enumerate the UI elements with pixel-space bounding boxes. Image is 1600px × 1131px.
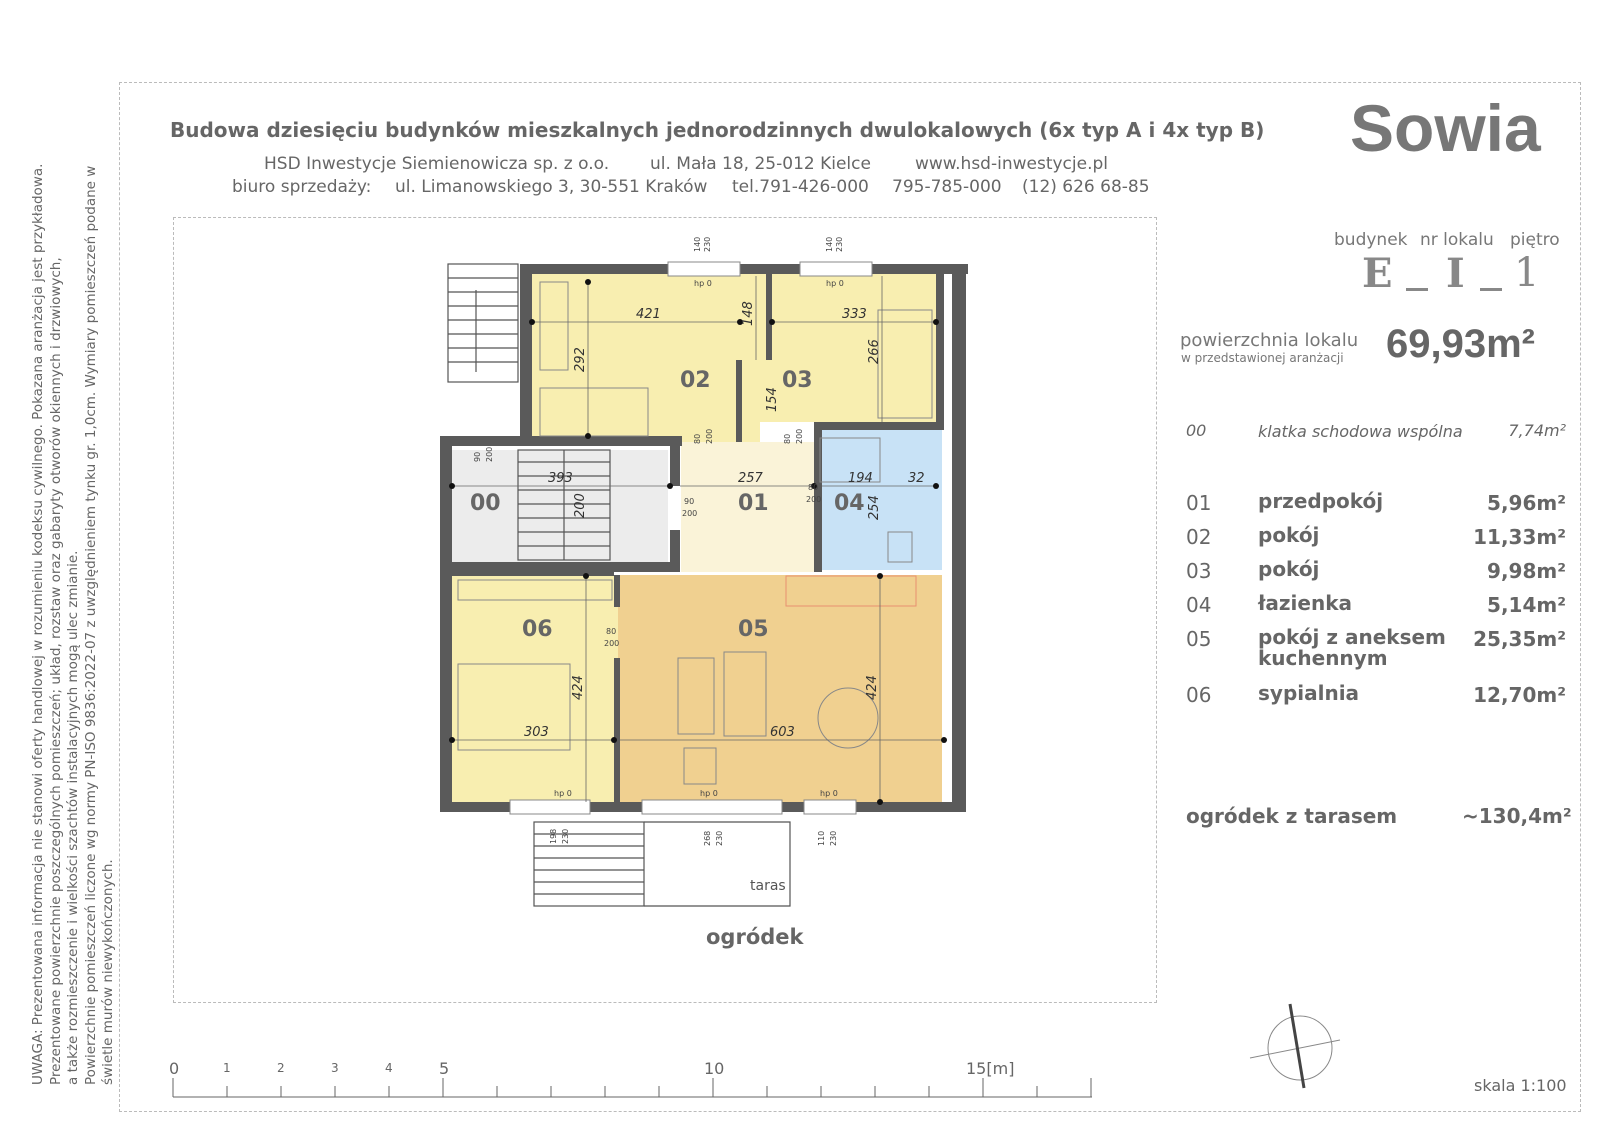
- scale-tick: 10: [704, 1059, 725, 1078]
- wall: [440, 436, 452, 812]
- room-area: 11,33m²: [1473, 525, 1566, 549]
- dim-label: 148: [741, 301, 756, 326]
- dim-label: 254: [867, 495, 882, 520]
- note-line: UWAGA: Prezentowana informacja nie stanowi oferty handlowej w rozumieniu kodeksu cywilnego. Pokazana aranżacja jest przykładowa.: [30, 163, 46, 1085]
- room-06-area: [450, 575, 618, 803]
- dim-label: 424: [571, 675, 586, 700]
- phone-1: tel.791-426-000: [732, 177, 869, 197]
- scale-tick: 3: [331, 1061, 339, 1075]
- window: [804, 800, 856, 814]
- room-area: 7,74m²: [1508, 421, 1566, 440]
- wall: [614, 575, 620, 607]
- room-number: 02: [1186, 525, 1212, 549]
- opening-dim: 230: [715, 830, 724, 846]
- opening-dim: 80: [783, 433, 792, 444]
- room-label: 01: [738, 491, 769, 516]
- wall: [814, 422, 944, 430]
- room-area: 12,70m²: [1473, 683, 1566, 707]
- opening-dim: 230: [829, 830, 838, 846]
- room-area: 9,98m²: [1487, 559, 1566, 583]
- room-name: pokój: [1258, 557, 1320, 581]
- opening-dim: 110: [817, 830, 826, 846]
- room-area: 25,35m²: [1473, 627, 1566, 651]
- office-address: ul. Limanowskiego 3, 30-551 Kraków: [395, 177, 708, 197]
- garden-label: ogródek z tarasem: [1186, 804, 1398, 828]
- room-label: 05: [738, 617, 769, 642]
- opening-dim: 200: [604, 639, 620, 648]
- project-title: Budowa dziesięciu budynków mieszkalnych jednorodzinnych dwulokalowych (6x typ A i 4x typ B): [170, 118, 1265, 142]
- room-number: 06: [1186, 683, 1212, 707]
- wall: [590, 802, 642, 812]
- dim-label: 266: [867, 339, 882, 364]
- dim-label: 194: [848, 471, 873, 486]
- scale-tick: 1: [223, 1061, 231, 1075]
- opening-dim: 80: [606, 627, 617, 636]
- wall: [452, 562, 680, 572]
- terrace-label: taras: [750, 878, 786, 894]
- scale-tick: 5: [439, 1059, 450, 1078]
- unit-number-value: I: [1446, 250, 1465, 297]
- opening-dim: 200: [485, 446, 494, 462]
- room-03-area: [760, 272, 940, 422]
- wall: [520, 264, 532, 436]
- external-stairs: [448, 264, 518, 382]
- dim-label: 393: [548, 471, 573, 486]
- hp-label: hp 0: [826, 279, 844, 288]
- dim-label: 200: [573, 493, 588, 518]
- opening-dim: 268: [703, 830, 712, 846]
- north-arrow-icon: [1250, 1004, 1340, 1088]
- wall: [440, 802, 510, 812]
- room-02-area: [532, 272, 760, 442]
- room-number: 00: [1186, 421, 1207, 440]
- unit-area-sublabel: w przedstawionej aranżacji: [1181, 351, 1344, 365]
- room-area: 5,96m²: [1487, 491, 1566, 515]
- window: [510, 800, 590, 814]
- opening-dim: 230: [703, 236, 712, 252]
- opening-dim: 200: [806, 495, 822, 504]
- dim-label: 603: [770, 725, 795, 740]
- dim-label: 421: [636, 307, 661, 322]
- opening-dim: 200: [682, 509, 698, 518]
- website-link[interactable]: www.hsd-inwestycje.pl: [915, 154, 1109, 174]
- room-area: 5,14m²: [1487, 593, 1566, 617]
- wall: [452, 572, 614, 576]
- room-label: 00: [470, 491, 501, 516]
- window: [800, 262, 872, 276]
- floor-value: 1: [1514, 250, 1540, 296]
- scale-tick: 0: [169, 1059, 180, 1078]
- wall: [952, 264, 966, 812]
- opening-dim: 140: [693, 236, 702, 252]
- note-line: Prezentowane powierzchnie poszczególnych pomieszczeń; układ, rozstaw oraz gabaryty otworów okiennych i drzwiowych,: [47, 257, 64, 1085]
- garden-area: ~130,4m²: [1462, 804, 1572, 828]
- hp-label: hp 0: [820, 789, 838, 798]
- room-label: 03: [782, 368, 813, 393]
- wall: [520, 264, 968, 274]
- room-number: 01: [1186, 491, 1212, 515]
- hp-label: hp 0: [554, 789, 572, 798]
- note-line: a także rozmieszczenie i wielkości szachtów instalacyjnych mogą ulec zmianie.: [65, 550, 81, 1085]
- hp-label: hp 0: [700, 789, 718, 798]
- opening-dim: 230: [561, 828, 570, 844]
- room-name: pokój z aneksem kuchennym: [1258, 625, 1446, 670]
- building-value: E: [1362, 250, 1393, 297]
- wall: [936, 274, 944, 424]
- brand-logo: Sowia: [1350, 91, 1541, 165]
- unit-number-label: nr lokalu: [1420, 230, 1494, 250]
- opening-dim: 80: [693, 433, 702, 444]
- wall: [856, 802, 966, 812]
- unit-area-label: powierzchnia lokalu: [1180, 330, 1359, 351]
- room-name: pokój: [1258, 523, 1320, 547]
- room-05-area: [618, 575, 942, 803]
- scale-ticks: [169, 1059, 1014, 1078]
- note-line: Powierzchnie pomieszczeń liczone wg normy PN-ISO 9836:2022-07 z uwzględnieniem tynku gr. 1,0cm. Wymiary pomieszczeń podane w: [82, 165, 99, 1085]
- opening-dim: 90: [684, 497, 695, 506]
- dim-label: 424: [865, 675, 880, 700]
- note-line: świetle murów niewykończonych.: [100, 859, 116, 1085]
- phone-2: 795-785-000: [892, 177, 1002, 197]
- phone-3: (12) 626 68-85: [1022, 177, 1150, 197]
- room-number: 04: [1186, 593, 1212, 617]
- floor-label: piętro: [1510, 230, 1560, 250]
- opening-dim: 200: [705, 428, 714, 444]
- opening-dim: 230: [835, 236, 844, 252]
- wall: [512, 436, 682, 446]
- garden-plan-label: ogródek: [706, 925, 804, 949]
- scale-label: skala 1:100: [1474, 1076, 1567, 1095]
- dim-label: 303: [524, 725, 549, 740]
- wall: [670, 436, 680, 486]
- opening-dim: 90: [473, 451, 482, 462]
- opening-dim: 140: [825, 236, 834, 252]
- scale-tick: 2: [277, 1061, 285, 1075]
- company-name: HSD Inwestycje Siemienowicza sp. z o.o.: [264, 154, 610, 174]
- wall: [766, 274, 772, 360]
- opening-dim: 198: [549, 828, 558, 844]
- scale-tick: 4: [385, 1061, 393, 1075]
- opening-dim: 200: [795, 428, 804, 444]
- room-name: klatka schodowa wspólna: [1258, 422, 1463, 441]
- window: [642, 800, 782, 814]
- dim-label: 154: [765, 387, 780, 412]
- room-number: 03: [1186, 559, 1212, 583]
- hp-label: hp 0: [694, 279, 712, 288]
- room-label: 04: [834, 491, 865, 516]
- scale-tick: 15[m]: [966, 1059, 1015, 1078]
- unit-area-value: 69,93m²: [1386, 322, 1535, 366]
- stair-outline: [448, 264, 518, 382]
- room-label: 02: [680, 368, 711, 393]
- wall: [782, 802, 804, 812]
- room-number: 05: [1186, 627, 1212, 651]
- wall: [736, 360, 742, 442]
- room-label: 06: [522, 617, 553, 642]
- room-name: sypialnia: [1258, 681, 1360, 705]
- company-address: ul. Mała 18, 25-012 Kielce: [650, 154, 871, 174]
- dim-label: 333: [842, 307, 867, 322]
- office-label: biuro sprzedaży:: [232, 177, 372, 197]
- dim-label: 292: [573, 347, 588, 372]
- room-name: łazienka: [1258, 591, 1353, 615]
- building-label: budynek: [1334, 230, 1408, 250]
- dim-label: 32: [908, 471, 925, 486]
- dim-label: 257: [738, 471, 763, 486]
- window: [668, 262, 740, 276]
- wall: [614, 658, 620, 802]
- room-name: przedpokój: [1258, 489, 1384, 513]
- scale-bar: [173, 1078, 1092, 1097]
- opening-dim: 80: [808, 483, 819, 492]
